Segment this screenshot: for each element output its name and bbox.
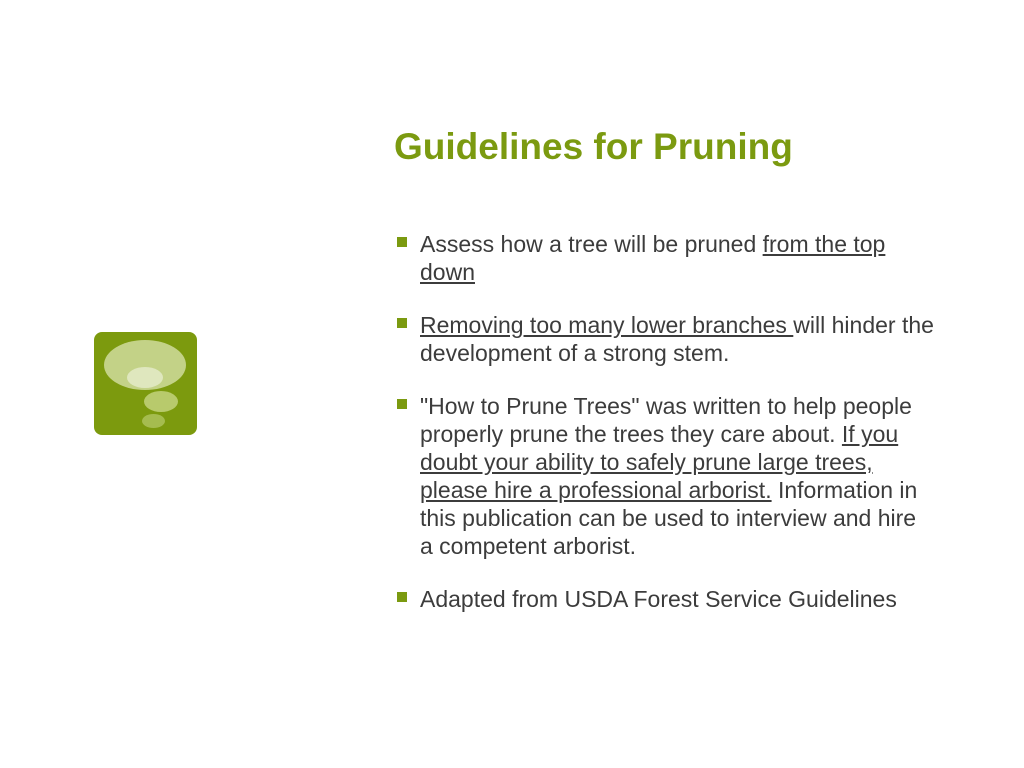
large-bubble-highlight [127, 367, 163, 388]
square-bullet-icon [397, 237, 407, 247]
bullet-list [395, 230, 935, 638]
bullet-text: will hinder the development of a strong stem. [420, 312, 934, 366]
thought-bubble-icon [94, 332, 197, 435]
medium-bubble [144, 391, 178, 412]
bullet-item [395, 392, 935, 560]
small-bubble [142, 414, 165, 428]
square-bullet-icon [397, 399, 407, 409]
bullet-item [395, 230, 935, 286]
bullet-text: Adapted from USDA Forest Service Guidelines [420, 586, 897, 612]
bullet-text: Assess how a tree will be pruned [420, 231, 763, 257]
bullet-link[interactable]: If you doubt your ability to safely prune large trees, please hire a professional arborist. [420, 421, 899, 503]
bullet-item [395, 585, 935, 613]
square-bullet-icon [397, 318, 407, 328]
slide-title: Guidelines for Pruning [394, 126, 793, 167]
bullet-link[interactable]: from the top down [420, 231, 886, 285]
square-bullet-icon [397, 592, 407, 602]
bullet-item [395, 311, 935, 367]
bullet-text: "How to Prune Trees" was written to help people properly prune the trees they care about. [420, 393, 912, 447]
bullet-text: Information in this publication can be used to interview and hire a competent arborist. [420, 477, 918, 559]
bullet-link[interactable]: Removing too many lower branches [420, 312, 794, 338]
